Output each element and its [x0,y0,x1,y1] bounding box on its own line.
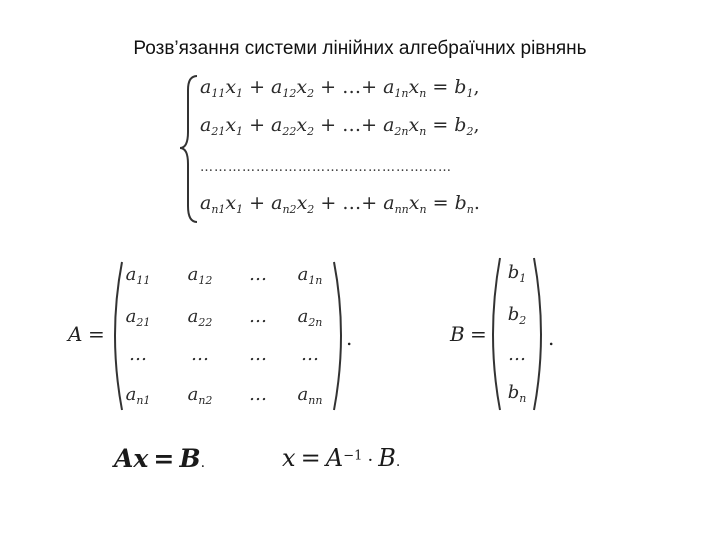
matrix-b-cell: … [508,344,526,365]
equation-x-exponent: −1 [343,448,363,464]
equation-ax-rhs: B [179,444,201,473]
page-title: Розв’язання системи лінійних алгебраїчних рівнянь [133,38,587,59]
equation-x-equals: = [300,444,321,472]
equation-ax-end: . [200,455,206,471]
matrix-a-cell: $a_{1n}$ [297,264,323,287]
matrix-a-cell: … [249,344,267,365]
matrix-b-cell: $b_1$ [507,262,527,285]
equation-x-dot: · [367,450,374,471]
matrix-b-cell: $b_2$ [507,304,527,327]
matrix-a-cell: … [249,264,267,285]
matrix-a-label: A [68,322,83,346]
equation-row-n: $a_{n1}x_1 + a_{n2}x_2$ + …+ $a_{nn}x_n = b_n$. [200,192,480,216]
matrix-a-cell: … [129,344,147,365]
matrix-b-equals: = [470,322,487,346]
matrix-a-cell: $a_{21}$ [125,306,151,329]
equation-row-2: $a_{21}x_1 + a_{22}x_2$ + …+ $a_{2n}x_n = b_2$, [200,114,480,138]
equation-row-1: $a_{11}x_1 + a_{12}x_2$ + …+ $a_{1n}x_n = b_1$, [200,76,480,100]
equation-ax-b [114,444,205,473]
matrix-a-cell: … [249,306,267,327]
matrix-a-cell: $a_{n2}$ [187,384,213,407]
equation-ax-equals: = [153,444,175,473]
matrix-b-label: B [450,322,465,346]
matrix-a-cell: $a_{n1}$ [125,384,151,407]
matrix-a-equals: = [88,322,105,346]
matrix-a-cell: $a_{nn}$ [297,384,323,407]
equation-x-lhs: x [282,444,296,472]
matrix-a-end-dot: . [346,326,353,350]
equation-x-matrix-b: B [378,444,396,472]
equation-ax-lhs: Ax [114,444,149,473]
equation-x-end: . [395,454,401,470]
matrix-a-cell: $a_{22}$ [187,306,213,329]
matrix-a-cell: … [249,384,267,405]
equation-x-matrix-a: A [325,444,344,472]
matrix-a-cell: $a_{2n}$ [297,306,323,329]
equation-dots-row: ……………………………………………… [200,160,452,175]
matrix-b-end-dot: . [548,326,555,350]
matrix-b-cell: $b_n$ [507,382,527,405]
equation-x-solution [282,444,400,472]
matrix-a-cell: $a_{12}$ [187,264,213,287]
matrix-a-cell: $a_{11}$ [125,264,151,287]
matrix-a-cell: … [301,344,319,365]
matrix-a-cell: … [191,344,209,365]
